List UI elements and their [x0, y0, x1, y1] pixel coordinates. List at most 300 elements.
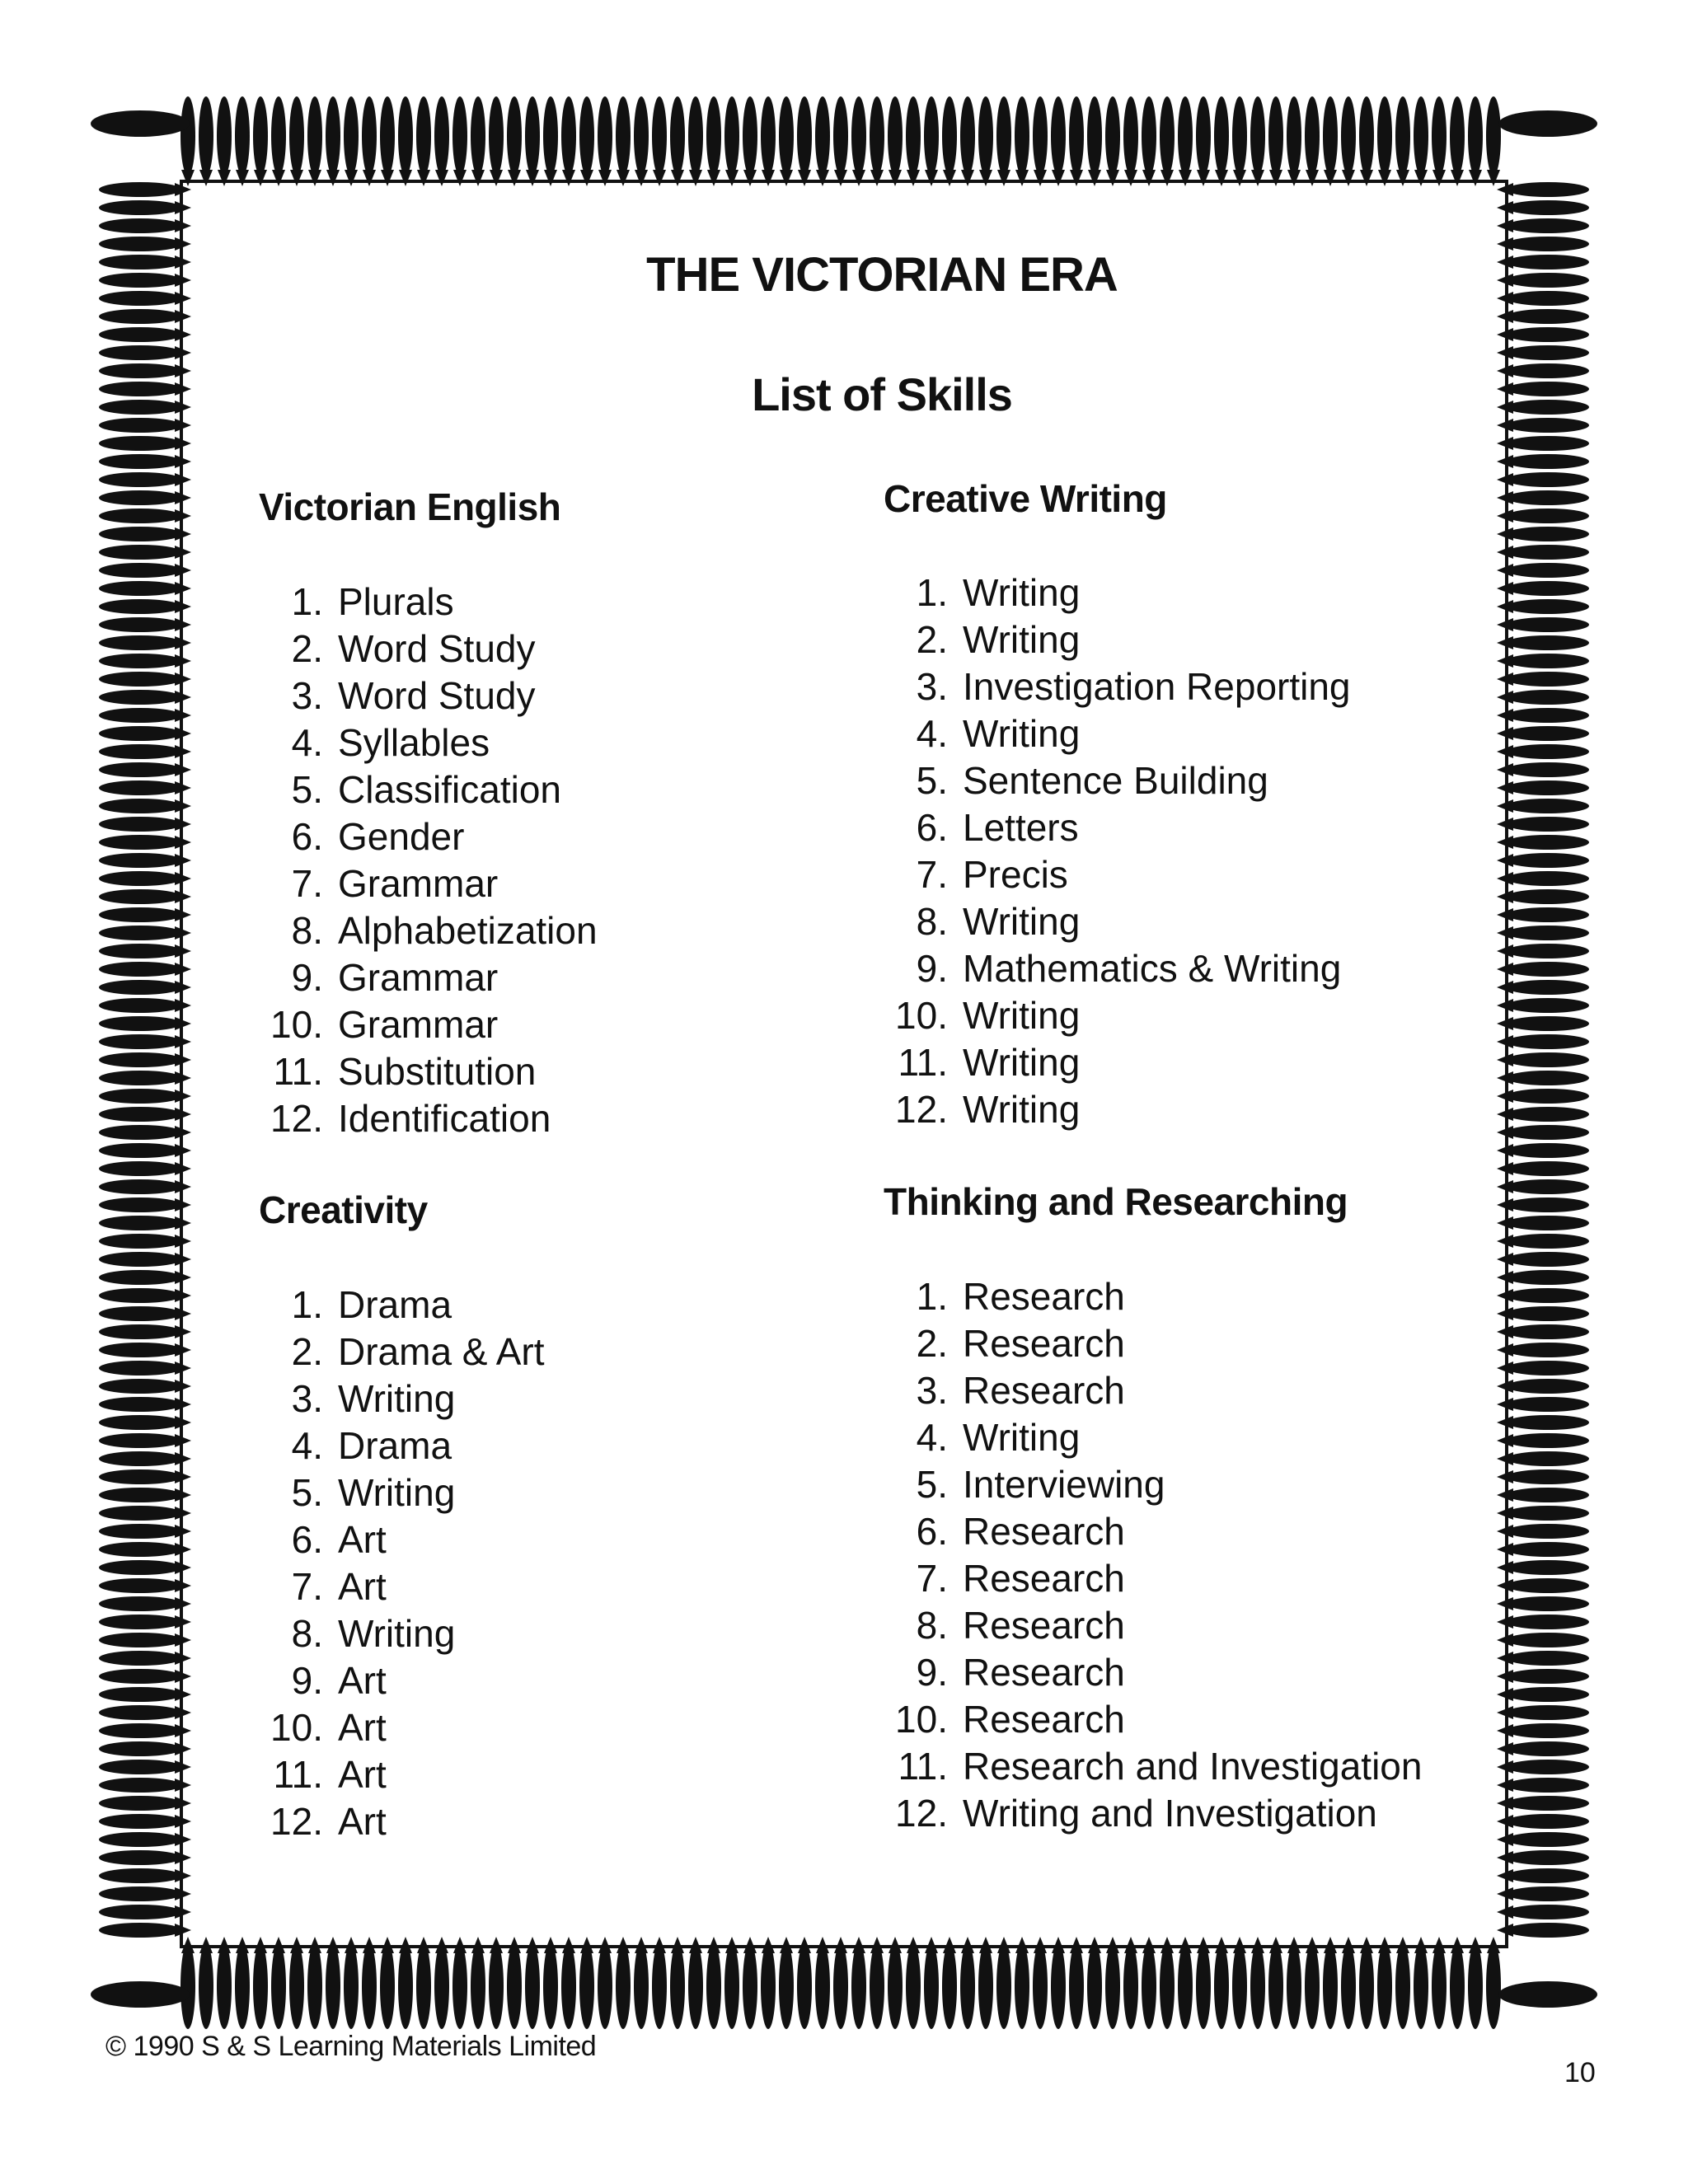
border-leaf — [99, 509, 181, 523]
border-leaf — [1069, 1943, 1084, 2029]
skill-label: Research — [963, 1557, 1125, 1600]
border-leaf — [1105, 96, 1120, 176]
border-leaf — [1432, 96, 1447, 176]
border-leaf — [1507, 1596, 1589, 1611]
border-leaf — [181, 96, 195, 176]
skill-number: 5. — [916, 1463, 948, 1506]
border-leaf — [1507, 1469, 1589, 1484]
border-leaf — [362, 96, 377, 176]
border-leaf — [217, 96, 232, 176]
border-leaf — [326, 96, 340, 176]
border-leaf — [99, 980, 181, 995]
border-leaf — [1507, 817, 1589, 832]
border-leaf — [1323, 96, 1338, 176]
border-leaf — [1507, 563, 1589, 578]
border-leaf — [99, 1578, 181, 1593]
border-leaf — [1178, 1943, 1193, 2029]
border-leaf — [1507, 345, 1589, 360]
border-leaf — [307, 96, 322, 176]
border-leaf — [1160, 1943, 1175, 2029]
border-leaf — [652, 96, 667, 176]
skill-number: 3. — [916, 1369, 948, 1412]
border-leaf — [706, 96, 721, 176]
border-leaf — [1507, 1270, 1589, 1285]
border-leaf — [1305, 1943, 1320, 2029]
skill-number: 6. — [916, 806, 948, 849]
skill-number: 6. — [291, 815, 323, 858]
border-leaf — [99, 835, 181, 850]
border-leaf — [797, 96, 812, 176]
skill-label: Research — [963, 1651, 1125, 1694]
skill-label: Plurals — [338, 580, 454, 623]
border-leaf — [1450, 1943, 1465, 2029]
border-leaf — [634, 96, 649, 176]
border-leaf — [924, 96, 939, 176]
border-leaf — [99, 1451, 181, 1466]
border-leaf — [99, 1723, 181, 1738]
skill-number: 9. — [916, 947, 948, 990]
skill-label: Research — [963, 1510, 1125, 1553]
border-leaf — [1507, 889, 1589, 904]
border-leaf — [616, 96, 631, 176]
border-leaf — [1507, 218, 1589, 233]
border-leaf — [1507, 1415, 1589, 1430]
border-leaf — [99, 545, 181, 560]
border-leaf — [99, 617, 181, 632]
border-leaf — [362, 1943, 377, 2029]
border-leaf — [797, 1943, 812, 2029]
border-leaf — [888, 1943, 903, 2029]
skill-item — [259, 1001, 598, 1048]
border-leaf — [99, 1270, 181, 1285]
skill-label: Alphabetization — [338, 909, 598, 952]
border-leaf — [688, 1943, 703, 2029]
border-leaf — [978, 96, 993, 176]
skill-label: Writing — [963, 712, 1081, 755]
border-leaf — [489, 96, 504, 176]
border-leaf — [99, 635, 181, 650]
border-leaf — [1051, 96, 1066, 176]
skill-number: 3. — [291, 1377, 323, 1420]
border-leaf — [99, 527, 181, 541]
skill-item — [259, 954, 598, 1001]
border-leaf — [942, 96, 957, 176]
border-leaf — [99, 726, 181, 741]
border-leaf — [1507, 1760, 1589, 1774]
skill-item — [259, 860, 598, 907]
border-leaf — [1507, 1524, 1589, 1539]
skill-item — [884, 757, 1351, 804]
border-leaf — [1142, 1943, 1156, 2029]
skill-label: Writing — [338, 1377, 456, 1420]
border-leaf — [1178, 96, 1193, 176]
skill-item — [259, 1095, 598, 1142]
border-leaf — [398, 1943, 413, 2029]
skill-label: Drama — [338, 1424, 452, 1467]
border-leaf — [235, 96, 250, 176]
border-leaf — [99, 563, 181, 578]
border-leaf — [1507, 472, 1589, 487]
skill-number: 5. — [291, 768, 323, 811]
border-leaf — [1507, 1216, 1589, 1230]
border-leaf — [99, 472, 181, 487]
skill-item — [259, 1376, 545, 1422]
skill-item — [259, 813, 598, 860]
skill-list — [884, 569, 1351, 1133]
border-leaf — [1214, 96, 1229, 176]
border-leaf — [99, 182, 181, 197]
border-leaf — [471, 1943, 485, 2029]
skill-item — [259, 1657, 545, 1704]
border-leaf — [1507, 1578, 1589, 1593]
border-leaf — [1341, 1943, 1356, 2029]
border-leaf — [99, 762, 181, 777]
skill-item — [884, 1555, 1422, 1602]
skill-label: Word Study — [338, 674, 536, 717]
border-leaf — [1250, 96, 1265, 176]
skill-list — [259, 1282, 545, 1845]
border-leaf — [1507, 599, 1589, 614]
border-leaf — [1507, 871, 1589, 886]
skill-number: 7. — [916, 1557, 948, 1600]
skill-number: 2. — [291, 1330, 323, 1373]
skill-number: 6. — [916, 1510, 948, 1553]
skill-item — [884, 663, 1351, 710]
skill-label: Writing and Investigation — [963, 1792, 1377, 1835]
border-leaf — [1507, 1016, 1589, 1031]
skill-number: 11. — [898, 1745, 948, 1788]
page-subtitle: List of Skills — [752, 368, 1012, 420]
border-leaf — [1087, 96, 1102, 176]
border-leaf — [1486, 1943, 1501, 2029]
skill-label: Grammar — [338, 862, 499, 905]
skill-item — [884, 1602, 1422, 1649]
border-leaf — [1507, 907, 1589, 922]
skill-item — [884, 710, 1351, 757]
border-leaf — [598, 1943, 612, 2029]
skill-item — [259, 673, 598, 719]
skill-item — [259, 1610, 545, 1657]
border-leaf — [99, 581, 181, 596]
border-leaf — [99, 744, 181, 759]
border-leaf — [1507, 1651, 1589, 1666]
skill-label: Writing — [338, 1471, 456, 1514]
border-leaf — [99, 1343, 181, 1357]
border-leaf — [1069, 96, 1084, 176]
skill-label: Grammar — [338, 1003, 499, 1046]
border-leaf — [99, 1361, 181, 1376]
border-leaf — [1507, 672, 1589, 687]
border-leaf — [99, 1488, 181, 1502]
skill-label: Precis — [963, 853, 1068, 896]
border-leaf — [543, 1943, 558, 2029]
skill-label: Art — [338, 1565, 387, 1608]
skill-number: 2. — [291, 627, 323, 670]
border-leaf — [1507, 327, 1589, 342]
border-leaf — [1507, 1814, 1589, 1829]
border-leaf — [99, 1107, 181, 1122]
border-leaf — [1507, 726, 1589, 741]
border-leaf — [99, 1306, 181, 1321]
border-leaf — [1507, 1923, 1589, 1938]
border-leaf — [1507, 1379, 1589, 1394]
border-leaf — [99, 1125, 181, 1140]
section-victorian-english — [259, 485, 598, 1142]
skill-item — [259, 719, 598, 766]
border-leaf — [1507, 1125, 1589, 1140]
skill-number: 10. — [895, 1698, 948, 1741]
border-leaf — [99, 490, 181, 505]
skill-item — [884, 1367, 1422, 1414]
border-leaf — [1196, 96, 1211, 176]
skill-item — [884, 945, 1351, 992]
border-leaf — [1507, 1723, 1589, 1738]
skill-number: 1. — [291, 1283, 323, 1326]
border-leaf — [199, 1943, 213, 2029]
skill-number: 11. — [273, 1050, 323, 1093]
skill-item — [259, 579, 598, 626]
skill-item — [259, 1469, 545, 1516]
border-leaf — [561, 1943, 576, 2029]
skill-item — [884, 1273, 1422, 1320]
border-leaf — [99, 871, 181, 886]
border-leaf — [344, 96, 359, 176]
skill-label: Writing — [963, 1416, 1081, 1459]
border-leaf — [1486, 96, 1501, 176]
border-leaf — [1507, 1252, 1589, 1267]
border-leaf — [1507, 635, 1589, 650]
border-leaf — [1507, 1488, 1589, 1502]
border-leaf — [1507, 853, 1589, 868]
border-leaf — [1507, 1306, 1589, 1321]
border-leaf — [815, 1943, 830, 2029]
border-leaf — [1507, 1179, 1589, 1194]
skill-item — [259, 1422, 545, 1469]
skill-number: 11. — [273, 1753, 323, 1796]
skill-label: Art — [338, 1706, 387, 1749]
border-leaf — [1507, 1234, 1589, 1249]
skill-number: 12. — [270, 1800, 323, 1843]
border-leaf — [99, 672, 181, 687]
skill-label: Mathematics & Writing — [963, 947, 1342, 990]
border-leaf — [1498, 1981, 1597, 2008]
skill-label: Art — [338, 1659, 387, 1702]
border-leaf — [1507, 944, 1589, 958]
skill-number: 8. — [916, 1604, 948, 1647]
border-leaf — [99, 1161, 181, 1176]
border-leaf — [1507, 1288, 1589, 1303]
border-leaf — [1160, 96, 1175, 176]
border-leaf — [99, 1016, 181, 1031]
border-leaf — [1323, 1943, 1338, 2029]
border-leaf — [1123, 1943, 1138, 2029]
border-leaf — [1507, 780, 1589, 795]
border-leaf — [99, 454, 181, 469]
border-leaf — [779, 96, 794, 176]
border-leaf — [307, 1943, 322, 2029]
skill-item — [884, 616, 1351, 663]
skill-number: 2. — [916, 1322, 948, 1365]
skill-number: 1. — [291, 580, 323, 623]
skill-label: Gender — [338, 815, 465, 858]
skill-number: 11. — [898, 1041, 948, 1084]
section-heading: Creative Writing — [884, 477, 1167, 520]
border-leaf — [99, 345, 181, 360]
border-leaf — [1507, 509, 1589, 523]
skill-number: 10. — [270, 1706, 323, 1749]
skill-number: 3. — [291, 674, 323, 717]
skill-number: 7. — [916, 853, 948, 896]
border-leaf — [561, 96, 576, 176]
border-leaf — [996, 1943, 1011, 2029]
border-leaf — [99, 1850, 181, 1865]
skill-label: Art — [338, 1800, 387, 1843]
border-leaf — [960, 96, 975, 176]
section-heading: Victorian English — [259, 485, 561, 528]
border-leaf — [99, 1052, 181, 1067]
border-leaf — [99, 1542, 181, 1557]
skill-label: Research — [963, 1604, 1125, 1647]
skill-item — [259, 1704, 545, 1751]
border-leaf — [525, 1943, 540, 2029]
border-leaf — [99, 817, 181, 832]
border-leaf — [1087, 1943, 1102, 2029]
border-leaf — [99, 1288, 181, 1303]
border-leaf — [416, 1943, 431, 2029]
border-leaf — [688, 96, 703, 176]
border-leaf — [99, 1560, 181, 1575]
border-leaf — [1507, 1197, 1589, 1212]
section-creative-writing — [884, 476, 1351, 1133]
skill-label: Syllables — [338, 721, 490, 764]
border-leaf — [1507, 1560, 1589, 1575]
border-leaf — [833, 1943, 848, 2029]
border-leaf — [99, 1923, 181, 1938]
border-leaf — [99, 1216, 181, 1230]
border-leaf — [1377, 96, 1392, 176]
border-leaf — [452, 1943, 467, 2029]
border-leaf — [1507, 1143, 1589, 1158]
border-leaf — [489, 1943, 504, 2029]
skill-label: Writing — [963, 618, 1081, 661]
skill-number: 1. — [916, 571, 948, 614]
skill-number: 7. — [291, 862, 323, 905]
skill-number: 9. — [291, 1659, 323, 1702]
border-leaf — [99, 1886, 181, 1901]
border-leaf — [924, 1943, 939, 2029]
skill-label: Grammar — [338, 956, 499, 999]
border-leaf — [434, 1943, 449, 2029]
border-leaf — [1507, 182, 1589, 197]
border-leaf — [1142, 96, 1156, 176]
skill-label: Research — [963, 1322, 1125, 1365]
border-leaf — [416, 96, 431, 176]
skill-number: 9. — [916, 1651, 948, 1694]
skill-label: Research — [963, 1369, 1125, 1412]
border-leaf — [1507, 762, 1589, 777]
border-leaf — [1507, 527, 1589, 541]
border-leaf — [634, 1943, 649, 2029]
border-leaf — [99, 436, 181, 451]
border-leaf — [1507, 1542, 1589, 1557]
border-leaf — [1507, 799, 1589, 813]
skill-number: 3. — [916, 665, 948, 708]
border-leaf — [99, 1433, 181, 1448]
skill-label: Classification — [338, 768, 561, 811]
border-leaf — [1507, 1796, 1589, 1811]
skill-item — [884, 1086, 1351, 1133]
skill-number: 10. — [270, 1003, 323, 1046]
skill-number: 8. — [291, 1612, 323, 1655]
skill-number: 2. — [916, 618, 948, 661]
border-leaf — [906, 1943, 921, 2029]
border-leaf — [99, 1905, 181, 1919]
border-leaf — [1507, 1850, 1589, 1865]
border-leaf — [1498, 110, 1597, 137]
border-leaf — [1450, 96, 1465, 176]
skill-item — [884, 1743, 1422, 1790]
border-leaf — [99, 944, 181, 958]
border-leaf — [870, 1943, 884, 2029]
border-leaf — [579, 1943, 594, 2029]
border-leaf — [326, 1943, 340, 2029]
border-leaf — [380, 96, 395, 176]
border-leaf — [978, 1943, 993, 2029]
border-leaf — [1105, 1943, 1120, 2029]
border-leaf — [616, 1943, 631, 2029]
border-leaf — [1507, 744, 1589, 759]
skill-number: 1. — [916, 1275, 948, 1318]
border-leaf — [1507, 1052, 1589, 1067]
border-leaf — [1507, 581, 1589, 596]
border-leaf — [1268, 1943, 1283, 2029]
border-leaf — [99, 1234, 181, 1249]
border-leaf — [1507, 1451, 1589, 1466]
skill-number: 12. — [270, 1097, 323, 1140]
page-title: THE VICTORIAN ERA — [646, 248, 1118, 302]
border-leaf — [99, 654, 181, 668]
border-leaf — [380, 1943, 395, 2029]
border-leaf — [99, 1633, 181, 1647]
skill-list — [884, 1273, 1422, 1837]
skill-number: 7. — [291, 1565, 323, 1608]
skill-label: Word Study — [338, 627, 536, 670]
border-leaf — [761, 1943, 776, 2029]
border-leaf — [99, 1705, 181, 1720]
skill-item — [884, 1696, 1422, 1743]
border-leaf — [99, 1814, 181, 1829]
skill-item — [259, 626, 598, 673]
border-leaf — [289, 96, 304, 176]
border-leaf — [99, 1379, 181, 1394]
border-leaf — [906, 96, 921, 176]
border-leaf — [1507, 490, 1589, 505]
border-leaf — [670, 1943, 685, 2029]
border-leaf — [1507, 1741, 1589, 1756]
border-leaf — [1507, 1778, 1589, 1793]
border-leaf — [761, 96, 776, 176]
border-leaf — [1015, 1943, 1029, 2029]
skill-item — [259, 1751, 545, 1798]
border-leaf — [99, 907, 181, 922]
border-leaf — [579, 96, 594, 176]
border-leaf — [507, 96, 522, 176]
border-leaf — [434, 96, 449, 176]
skill-item — [259, 1282, 545, 1329]
border-leaf — [99, 926, 181, 940]
border-leaf — [1507, 1071, 1589, 1085]
section-thinking-researching — [884, 1179, 1422, 1837]
